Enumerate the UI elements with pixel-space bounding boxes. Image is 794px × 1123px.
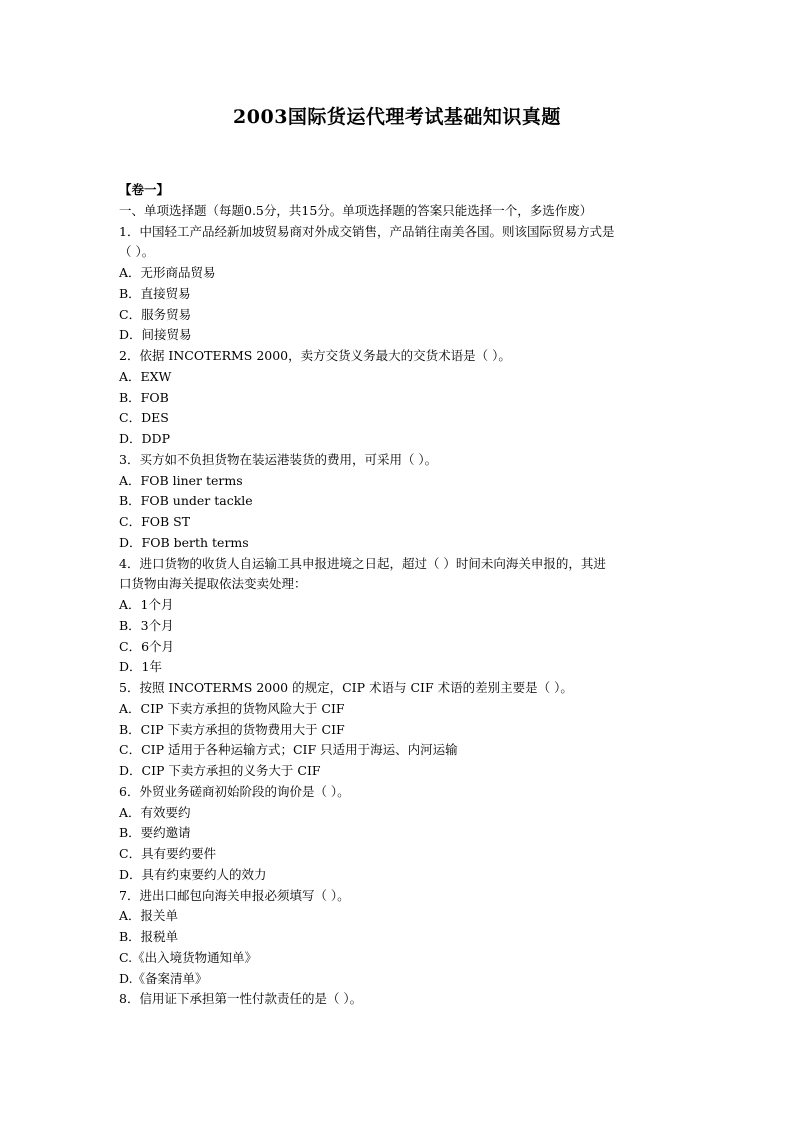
answer-option: B．FOB [119,389,169,405]
answer-option: D．间接贸易 [119,327,192,343]
answer-option: A．CIP 下卖方承担的货物风险大于 CIF [119,700,345,716]
answer-option: D．具有约束要约人的效力 [119,866,267,882]
answer-option: D．CIP 下卖方承担的义务大于 CIF [119,763,321,778]
answer-option: A．FOB liner terms [119,472,243,488]
answer-option: A．EXW [119,368,172,384]
answer-option: D．FOB berth terms [119,534,249,550]
answer-option: C．DES [119,410,169,426]
answer-option: B．3个月 [119,617,174,633]
question-stem: 6．外贸业务磋商初始阶段的询价是（ ）。 [119,783,350,799]
text-line: 一、单项选择题（每题0.5分，共15分。单项选择题的答案只能选择一个，多选作废） [119,202,593,218]
answer-option: A．有效要约 [119,804,191,820]
answer-option: C．具有要约要件 [119,846,217,861]
question-stem: 7．进出口邮包向海关申报必须填写（ ）。 [119,887,350,903]
answer-option: C．FOB ST [119,514,191,529]
document-title: 2003国际货运代理考试基础知识真题 [233,106,561,128]
question-stem: 5．按照 INCOTERMS 2000 的规定，CIP 术语与 CIF 术语的差别主要是（ ）。 [119,680,573,695]
answer-option: C．CIP 适用于各种运输方式；CIF 只适用于海运、内河运输 [119,742,458,758]
question-stem: 3．买方如不负担货物在装运港装货的费用，可采用（ ）。 [119,451,438,467]
answer-option: D．1年 [119,659,162,675]
answer-option: C．服务贸易 [119,306,192,322]
text-line: 口货物由海关提取依法变卖处理： [119,576,307,592]
answer-option: B．FOB under tackle [119,493,253,509]
question-stem: 8．信用证下承担第一性付款责任的是（ ）。 [119,991,363,1007]
section-heading: 【卷一】 [119,182,170,197]
answer-option: D．DDP [119,431,170,446]
question-stem: 2．依据 INCOTERMS 2000，卖方交货义务最大的交货术语是（ ）。 [119,348,511,363]
answer-option: A．报关单 [119,908,179,924]
question-stem: 1．中国轻工产品经新加坡贸易商对外成交销售，产品销往南美各国。则该国际贸易方式是 [119,223,615,239]
answer-option: C.《出入境货物通知单》 [119,949,258,965]
answer-option: B．直接贸易 [119,285,191,301]
answer-option: A．1个月 [119,597,174,612]
text-line: （ ）。 [119,244,155,260]
question-stem: 4．进口货物的收货人自运输工具申报进境之日起，超过（ ）时间未向海关申报的，其进 [119,555,606,571]
answer-option: B．报税单 [119,929,179,944]
answer-option: A．无形商品贸易 [119,265,216,280]
answer-option: D.《备案清单》 [119,970,208,986]
document-body [119,180,679,1010]
answer-option: B．要约邀请 [119,825,191,841]
answer-option: C．6个月 [119,638,175,654]
answer-option: B．CIP 下卖方承担的货物费用大于 CIF [119,721,345,737]
